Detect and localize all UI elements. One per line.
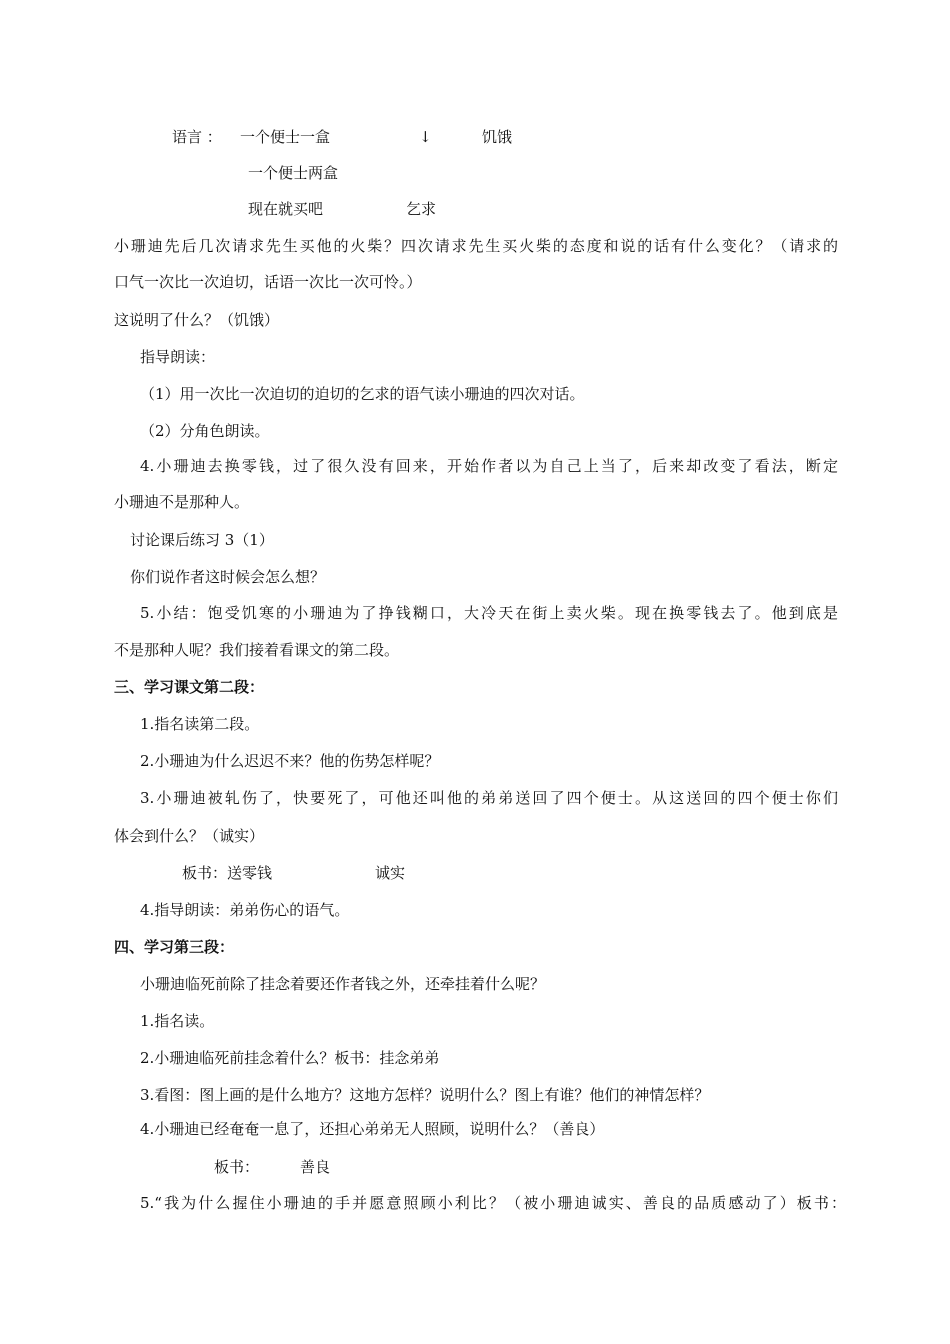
paragraph-line: 不是那种人呢？我们接着看课文的第二段。 — [114, 641, 400, 659]
paragraph-line: 小珊迪不是那种人。 — [114, 493, 250, 511]
list-item: 1.指名读第二段。 — [140, 715, 260, 733]
list-item: 2.小珊迪为什么迟迟不来？他的伤势怎样呢？ — [140, 752, 440, 770]
list-item: 5.“我为什么握住小珊迪的手并愿意照顾小利比？（被小珊迪诚实、善良的品质感动了）板书： — [140, 1194, 846, 1212]
paragraph-line: 小珊迪临死前除了挂念着要还作者钱之外，还牵挂着什么呢？ — [140, 975, 546, 993]
paragraph-line: 你们说作者这时候会怎么想？ — [130, 568, 326, 586]
paragraph-line: 指导朗读： — [140, 348, 216, 366]
paragraph-line: 小珊迪先后几次请求先生买他的火柴？四次请求先生买火柴的态度和说的话有什么变化？（请求的 — [114, 237, 838, 255]
board-text-1: 一个便士一盒 — [240, 128, 331, 146]
list-item: 2.小珊迪临死前挂念着什么？板书：挂念弟弟 — [140, 1049, 440, 1067]
board-text: 板书：送零钱 — [182, 864, 273, 882]
list-item: 5.小结：饱受饥寒的小珊迪为了挣钱糊口，大冷天在街上卖火柴。现在换零钱去了。他到底是 — [140, 604, 838, 622]
board-keyword-beg: 乞求 — [406, 200, 437, 218]
list-item: 4.小珊迪去换零钱，过了很久没有回来，开始作者以为自己上当了，后来却改变了看法，断定 — [140, 457, 838, 475]
paragraph-line: 讨论课后练习 3（1） — [130, 531, 274, 549]
list-item: 3.看图：图上画的是什么地方？这地方怎样？说明什么？图上有谁？他们的神情怎样？ — [140, 1086, 710, 1104]
section-heading: 三、学习课文第二段： — [114, 678, 265, 696]
section-heading: 四、学习第三段： — [114, 938, 235, 956]
list-item: 1.指名读。 — [140, 1012, 215, 1030]
board-text-3: 现在就买吧 — [248, 200, 324, 218]
down-arrow-icon: ↓ — [419, 128, 432, 146]
paragraph-line: 这说明了什么？（饥饿） — [114, 311, 280, 329]
list-item: 4.指导朗读：弟弟伤心的语气。 — [140, 901, 350, 919]
board-text: 板书： — [214, 1158, 260, 1176]
list-item: 4.小珊迪已经奄奄一息了，还担心弟弟无人照顾，说明什么？（善良） — [140, 1120, 605, 1138]
list-item: （2）分角色朗读。 — [140, 422, 270, 440]
board-label-language: 语言 ： — [172, 128, 222, 146]
list-item: 3.小珊迪被轧伤了，快要死了，可他还叫他的弟弟送回了四个便士。从这送回的四个便士你们 — [140, 789, 838, 807]
board-keyword-honest: 诚实 — [375, 864, 406, 882]
board-keyword-kind: 善良 — [300, 1158, 331, 1176]
board-keyword-hunger: 饥饿 — [482, 128, 513, 146]
board-text-2: 一个便士两盒 — [248, 164, 339, 182]
paragraph-line: 口气一次比一次迫切，话语一次比一次可怜。） — [114, 273, 422, 291]
paragraph-line: 体会到什么？（诚实） — [114, 827, 265, 845]
list-item: （1）用一次比一次迫切的迫切的乞求的语气读小珊迪的四次对话。 — [140, 385, 585, 403]
